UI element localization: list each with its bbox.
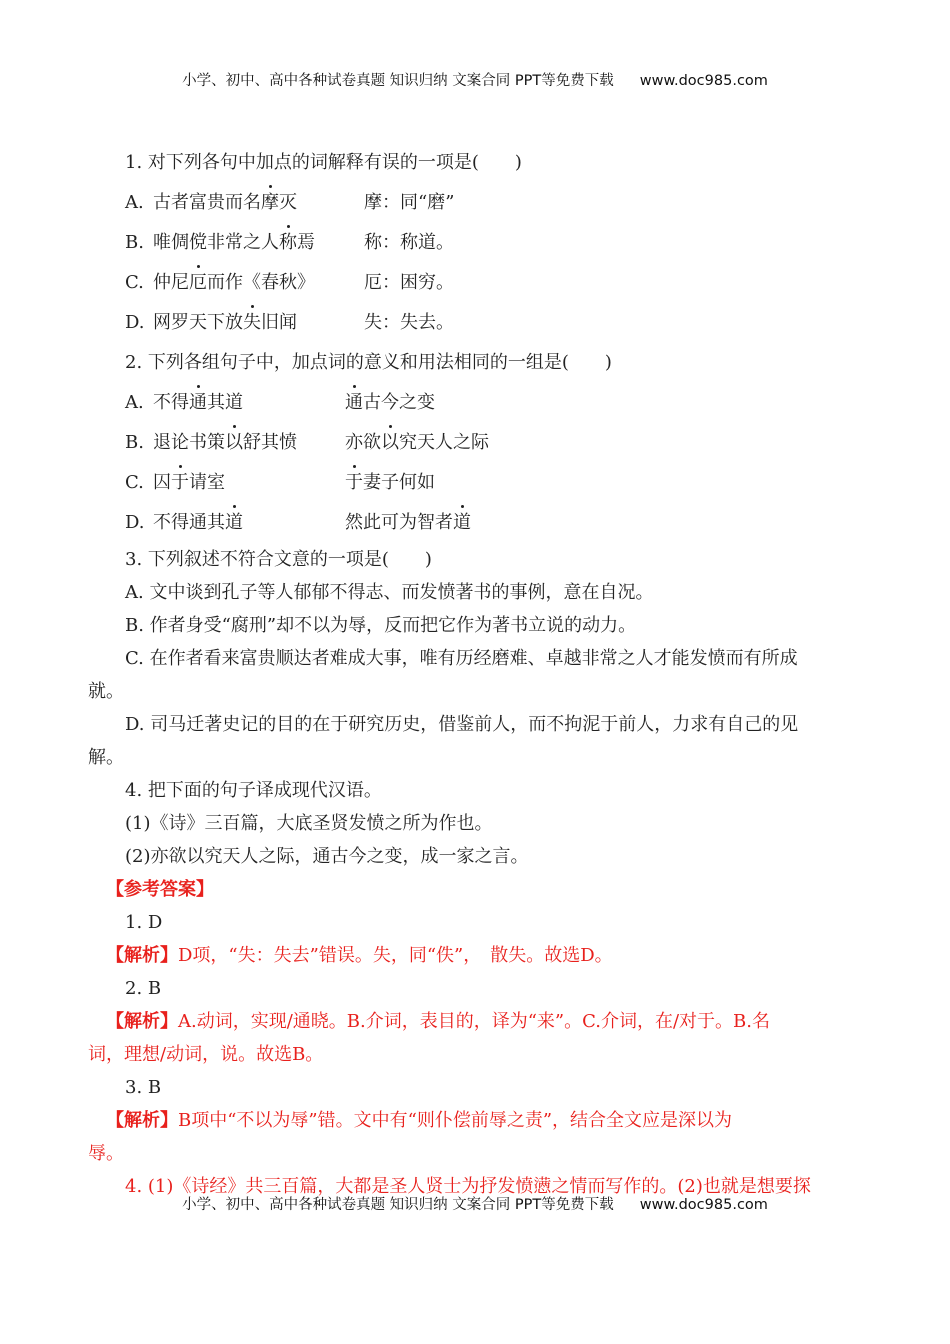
answer-4: 4. (1)《诗经》共三百篇，大都是圣人贤士为抒发愤懑之情而写作的。(2)也就是想要探 [125, 1176, 811, 1197]
q1-option-c: C. 仲尼厄而作《春秋》 厄：困穷。 [88, 263, 868, 303]
q3-option-a: A. 文中谈到孔子等人郁郁不得志、而发愤著书的事例，意在自况。 [125, 582, 654, 603]
gloss: 厄：困穷。 [364, 272, 454, 293]
q4-sentence-2: (2)亦欲以究天人之际，通古今之变，成一家之言。 [125, 846, 529, 867]
q3-option-d: D. 司马迁著史记的目的在于研究历史，借鉴前人，而不拘泥于前人，力求有自己的见 [125, 714, 799, 735]
q3-option-c: C. 在作者看来富贵顺达者难成大事，唯有历经磨难、卓越非常之人才能发愤而有所成 [125, 648, 798, 669]
gloss: 称：称道。 [364, 232, 454, 253]
q1-option-b: B. 唯倜傥非常之人称焉 称：称道。 [88, 223, 868, 263]
dotted-word: 通 [345, 383, 363, 423]
explanation-2: 【解析】A.动词，实现/通晓。B.介词，表目的，译为“来”。C.介词，在/对于。B.名 [106, 1011, 771, 1032]
dotted-word: 道 [453, 503, 471, 543]
q1-stem: 1. 对下列各句中加点的词解释有误的一项是( ) [125, 152, 522, 173]
dotted-word: 以 [381, 423, 399, 463]
dotted-word: 失 [243, 303, 261, 343]
q4-stem: 4. 把下面的句子译成现代汉语。 [125, 780, 382, 801]
dotted-word: 于 [171, 463, 189, 503]
gloss: 摩：同“磨” [364, 192, 455, 213]
explanation-1: 【解析】D项，“失：失去”错误。失，同“佚”， 散失。故选D。 [106, 945, 613, 966]
q4-sentence-1: (1)《诗》三百篇，大底圣贤发愤之所为作也。 [125, 813, 493, 834]
explanation-2-cont: 词，理想/动词，说。故选B。 [88, 1044, 324, 1065]
answer-3: 3. B [125, 1077, 162, 1098]
header-site: www.doc985.com [639, 73, 768, 89]
header-text: 小学、初中、高中各种试卷真题 知识归纳 文案合同 PPT等免费下载 [182, 73, 614, 89]
answers-heading: 【参考答案】 [106, 879, 214, 900]
q3-stem: 3. 下列叙述不符合文意的一项是( ) [125, 549, 432, 570]
q2-option-d: D. 不得通其道 然此可为智者道 [88, 503, 868, 543]
gloss: 失：失去。 [364, 312, 454, 333]
q3-option-b: B. 作者身受“腐刑”却不以为辱，反而把它作为著书立说的动力。 [125, 615, 637, 636]
q2-option-c: C. 囚于请室 于妻子何如 [88, 463, 868, 503]
footer-site: www.doc985.com [639, 1197, 768, 1213]
answer-2: 2. B [125, 978, 162, 999]
q3-option-d-cont: 解。 [88, 747, 124, 768]
q1-option-d: D. 网罗天下放失旧闻 失：失去。 [88, 303, 868, 343]
q2-stem: 2. 下列各组句子中，加点词的意义和用法相同的一组是( ) [125, 352, 612, 373]
dotted-word: 称 [279, 223, 297, 263]
explanation-3: 【解析】B项中“不以为辱”错。文中有“则仆偿前辱之责”，结合全文应是深以为 [106, 1110, 733, 1131]
dotted-word: 厄 [189, 263, 207, 303]
dotted-word: 通 [189, 383, 207, 423]
q3-option-c-cont: 就。 [88, 681, 124, 702]
dotted-word: 道 [225, 503, 243, 543]
q1-option-a: A. 古者富贵而名摩灭 摩：同“磨” [88, 183, 868, 223]
page-footer [0, 1193, 950, 1214]
answer-1: 1. D [125, 912, 163, 933]
q2-option-a: A. 不得通其道 通古今之变 [88, 383, 868, 423]
explanation-3-cont: 辱。 [88, 1143, 124, 1164]
footer-text: 小学、初中、高中各种试卷真题 知识归纳 文案合同 PPT等免费下载 [182, 1197, 614, 1213]
page-header [0, 69, 950, 90]
document-body [88, 143, 868, 1203]
q2-option-b: B. 退论书策以舒其愤 亦欲以究天人之际 [88, 423, 868, 463]
dotted-word: 于 [345, 463, 363, 503]
dotted-word: 摩 [261, 183, 279, 223]
dotted-word: 以 [225, 423, 243, 463]
